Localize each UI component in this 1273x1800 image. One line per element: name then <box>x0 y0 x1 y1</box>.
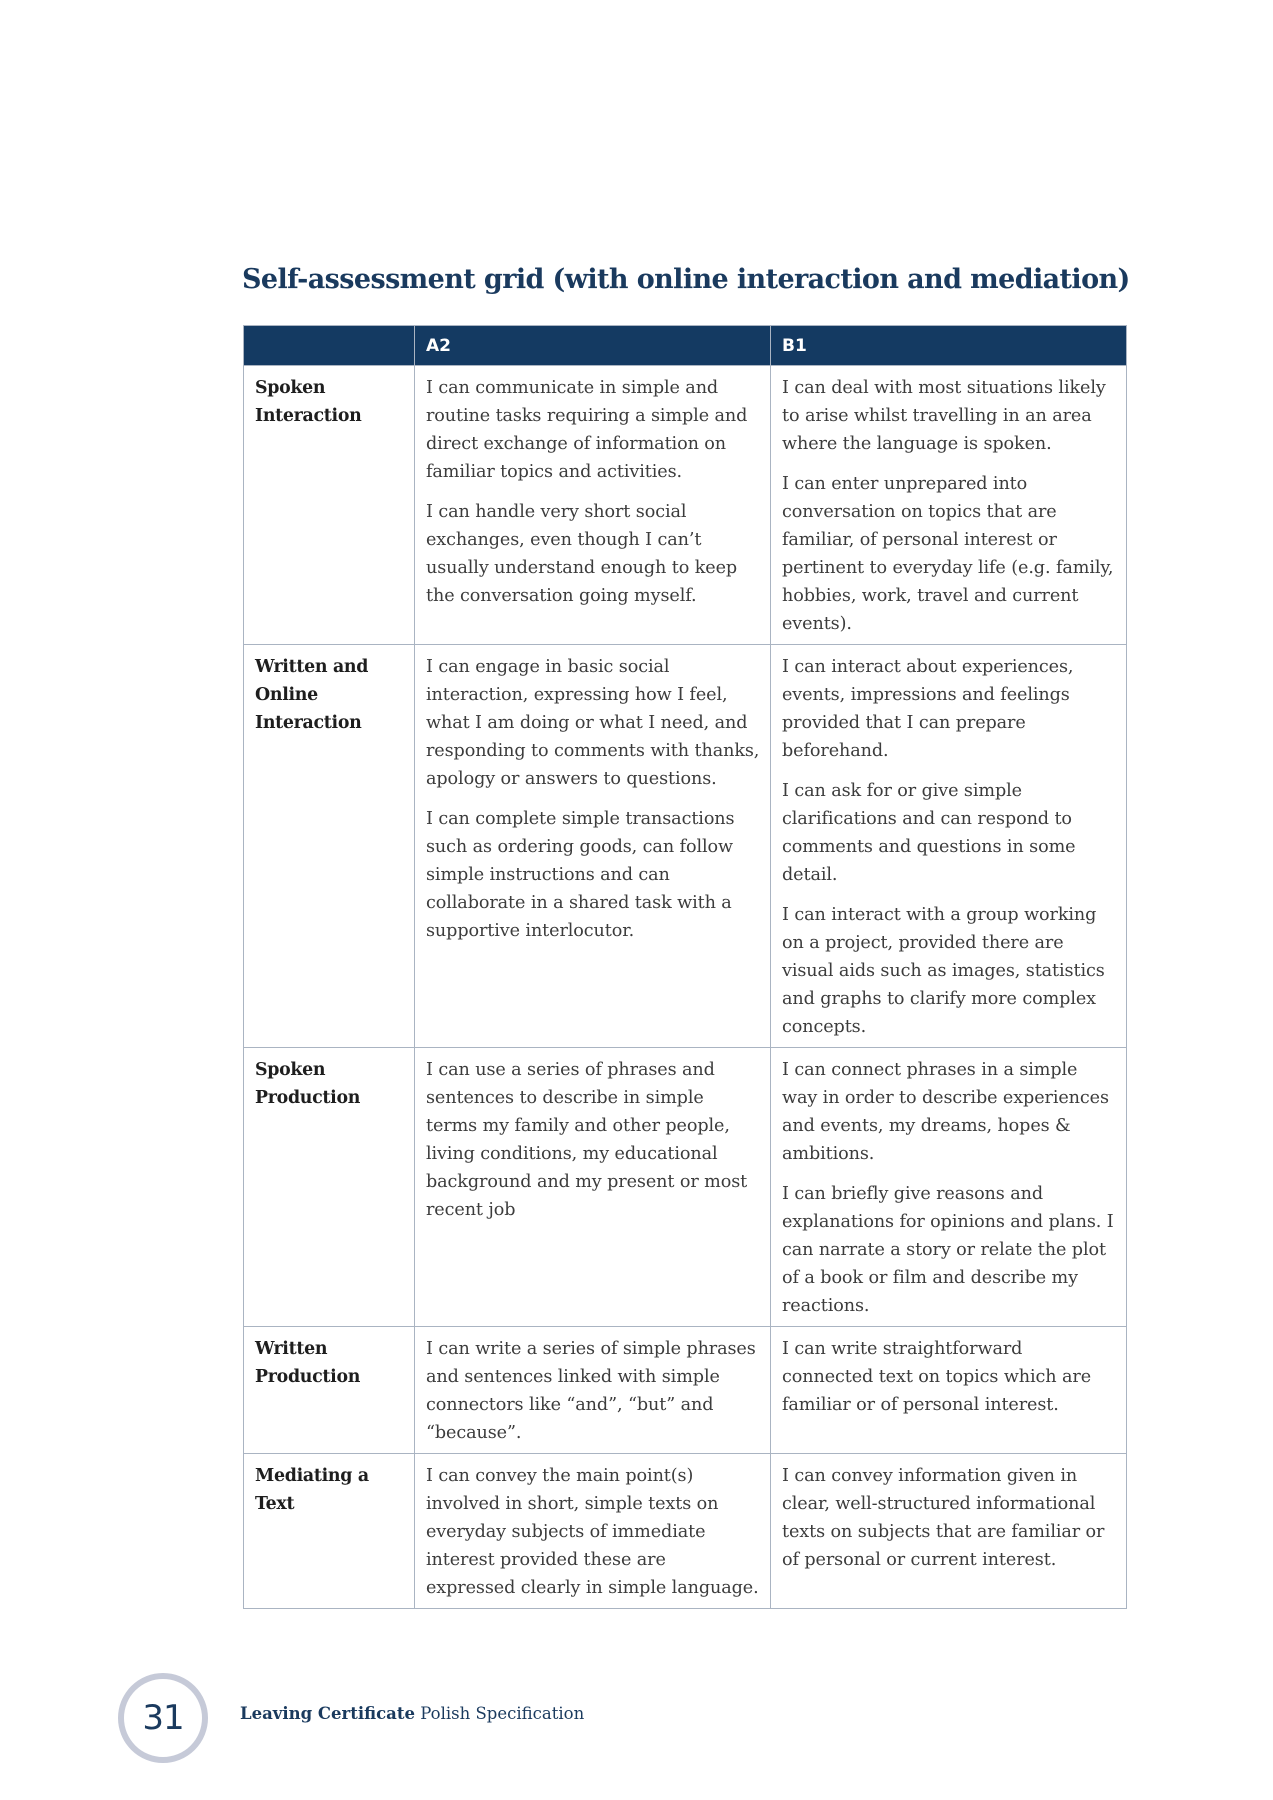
row-label-spoken-production: Spoken Production <box>244 1048 415 1327</box>
page-number-badge <box>118 1673 208 1763</box>
cell-paragraph: I can engage in basic social interaction, expressing how I feel, what I am doing or what I need, and responding to comments with thanks, apology or answers to questions. <box>426 657 760 789</box>
cell-paragraph: I can write a series of simple phrases and sentences linked with simple connectors like “and”, “but” and “because”. <box>426 1339 756 1443</box>
table-row <box>244 1454 1127 1609</box>
page-number: 31 <box>142 1698 184 1738</box>
cell-paragraph: I can briefly give reasons and explanations for opinions and plans. I can narrate a story or relate the plot of a book or film and describe my reactions. <box>782 1184 1114 1316</box>
footer-title-regular: Polish Specification <box>415 1704 585 1723</box>
cell-paragraph: I can write straightforward connected text on topics which are familiar or of personal interest. <box>782 1339 1092 1415</box>
cell-a2 <box>415 1327 771 1454</box>
cell-paragraph: I can convey the main point(s) involved in short, simple texts on everyday subjects of immediate interest provided these are expressed clearly in simple language. <box>426 1466 759 1598</box>
table-row <box>244 1327 1127 1454</box>
footer-title <box>240 1704 584 1723</box>
cell-paragraph: I can interact with a group working on a project, provided there are visual aids such as images, statistics and graphs to clarify more complex concepts. <box>782 905 1105 1037</box>
header-b1: B1 <box>771 326 1127 366</box>
cell-paragraph: I can convey information given in clear, well-structured informational texts on subjects that are familiar or of personal or current interest. <box>782 1466 1105 1570</box>
cell-b1 <box>771 645 1127 1048</box>
cell-a2 <box>415 1048 771 1327</box>
cell-paragraph: I can use a series of phrases and sentences to describe in simple terms my family and other people, living conditions, my educational background and my present or most recent job <box>426 1060 748 1220</box>
cell-a2 <box>415 366 771 645</box>
row-label-spoken-interaction: Spoken Interaction <box>244 366 415 645</box>
cell-paragraph: I can complete simple transactions such as ordering goods, can follow simple instructions and can collaborate in a shared task with a supportive interlocutor. <box>426 809 735 941</box>
cell-paragraph: I can handle very short social exchanges, even though I can’t usually understand enough to keep the conversation going myself. <box>426 502 738 606</box>
header-empty <box>244 326 415 366</box>
cell-paragraph: I can deal with most situations likely to arise whilst travelling in an area where the language is spoken. <box>782 378 1106 454</box>
cell-paragraph: I can communicate in simple and routine tasks requiring a simple and direct exchange of information on familiar topics and activities. <box>426 378 748 482</box>
table-row <box>244 645 1127 1048</box>
cell-b1 <box>771 366 1127 645</box>
cell-b1 <box>771 1327 1127 1454</box>
cell-paragraph: I can connect phrases in a simple way in order to describe experiences and events, my dreams, hopes & ambitions. <box>782 1060 1109 1164</box>
cell-paragraph: I can enter unprepared into conversation on topics that are familiar, of personal interest or pertinent to everyday life (e.g. family, hobbies, work, travel and current events). <box>782 474 1114 634</box>
cell-paragraph: I can interact about experiences, events, impressions and feelings provided that I can prepare beforehand. <box>782 657 1074 761</box>
header-a2: A2 <box>415 326 771 366</box>
row-label-written-production: Written Production <box>244 1327 415 1454</box>
table-row <box>244 1048 1127 1327</box>
page-title: Self-assessment grid (with online interaction and mediation) <box>242 264 1130 295</box>
table-row <box>244 366 1127 645</box>
cell-b1 <box>771 1454 1127 1609</box>
self-assessment-table <box>243 325 1127 1609</box>
footer-title-bold: Leaving Certificate <box>240 1704 415 1723</box>
table-header-row <box>244 326 1127 366</box>
cell-b1 <box>771 1048 1127 1327</box>
row-label-mediating-text: Mediating a Text <box>244 1454 415 1609</box>
cell-paragraph: I can ask for or give simple clarifications and can respond to comments and questions in some detail. <box>782 781 1076 885</box>
cell-a2 <box>415 1454 771 1609</box>
cell-a2 <box>415 645 771 1048</box>
row-label-written-online-interaction: Written and Online Interaction <box>244 645 415 1048</box>
